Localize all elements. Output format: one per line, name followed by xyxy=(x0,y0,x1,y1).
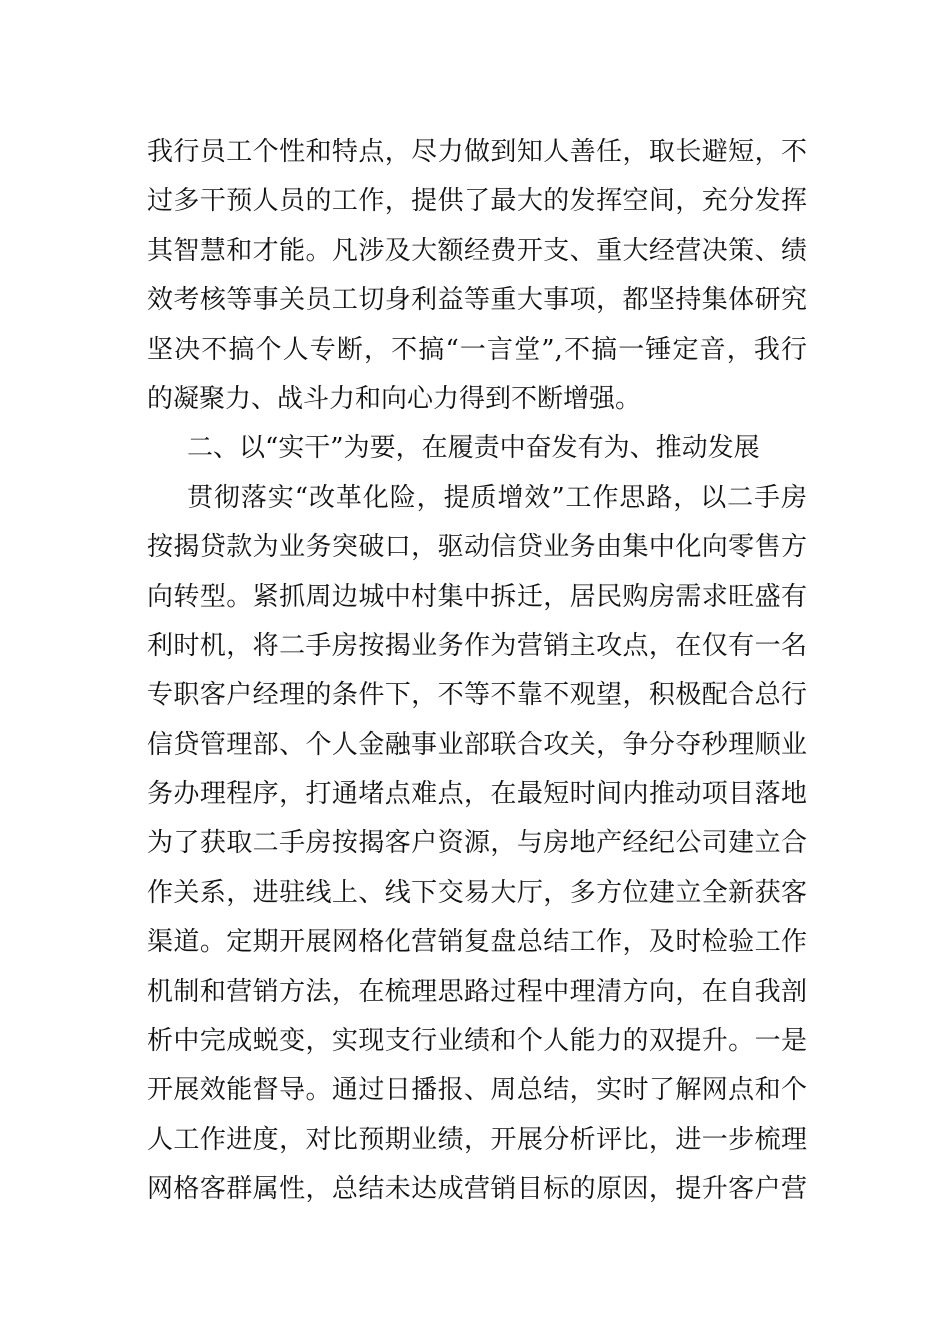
text-line: 为了获取二手房按揭客户资源，与房地产经纪公司建立合 xyxy=(147,828,807,859)
text-line: 信贷管理部、个人金融事业部联合攻关，争分夺秒理顺业 xyxy=(147,729,807,760)
text-line: 坚决不搞个人专断，不搞“一言堂”,不搞一锤定音，我行 xyxy=(147,334,807,365)
text-line: 向转型。紧抓周边城中村集中拆迁，居民购房需求旺盛有 xyxy=(147,581,807,612)
text-line: 其智慧和才能。凡涉及大额经费开支、重大经营决策、绩 xyxy=(147,235,807,266)
text-line: 务办理程序，打通堵点难点，在最短时间内推动项目落地 xyxy=(147,779,807,810)
text-line: 人工作进度，对比预期业绩，开展分析评比，进一步梳理 xyxy=(147,1124,807,1155)
text-line: 贯彻落实“改革化险，提质增效”工作思路，以二手房 xyxy=(187,482,807,513)
text-line: 专职客户经理的条件下，不等不靠不观望，积极配合总行 xyxy=(147,680,807,711)
text-line: 机制和营销方法，在梳理思路过程中理清方向，在自我剖 xyxy=(147,976,807,1007)
section-heading: 二、以“实干”为要，在履责中奋发有为、推动发展 xyxy=(187,433,760,464)
text-line: 效考核等事关员工切身利益等重大事项，都坚持集体研究 xyxy=(147,285,807,316)
text-line: 按揭贷款为业务突破口，驱动信贷业务由集中化向零售方 xyxy=(147,532,807,563)
document-body xyxy=(147,128,807,1215)
text-line: 渠道。定期开展网格化营销复盘总结工作，及时检验工作 xyxy=(147,927,807,958)
text-line: 作关系，进驻线上、线下交易大厅，多方位建立全新获客 xyxy=(147,877,807,908)
text-line: 利时机，将二手房按揭业务作为营销主攻点，在仅有一名 xyxy=(147,630,807,661)
text-line: 开展效能督导。通过日播报、周总结，实时了解网点和个 xyxy=(147,1075,807,1106)
text-line: 网格客群属性，总结未达成营销目标的原因，提升客户营 xyxy=(147,1174,807,1205)
text-line: 的凝聚力、战斗力和向心力得到不断增强。 xyxy=(147,383,642,414)
text-line: 析中完成蜕变，实现支行业绩和个人能力的双提升。一是 xyxy=(147,1026,807,1057)
text-line: 过多干预人员的工作，提供了最大的发挥空间，充分发挥 xyxy=(147,186,807,217)
text-line: 我行员工个性和特点，尽力做到知人善任，取长避短，不 xyxy=(147,137,807,167)
